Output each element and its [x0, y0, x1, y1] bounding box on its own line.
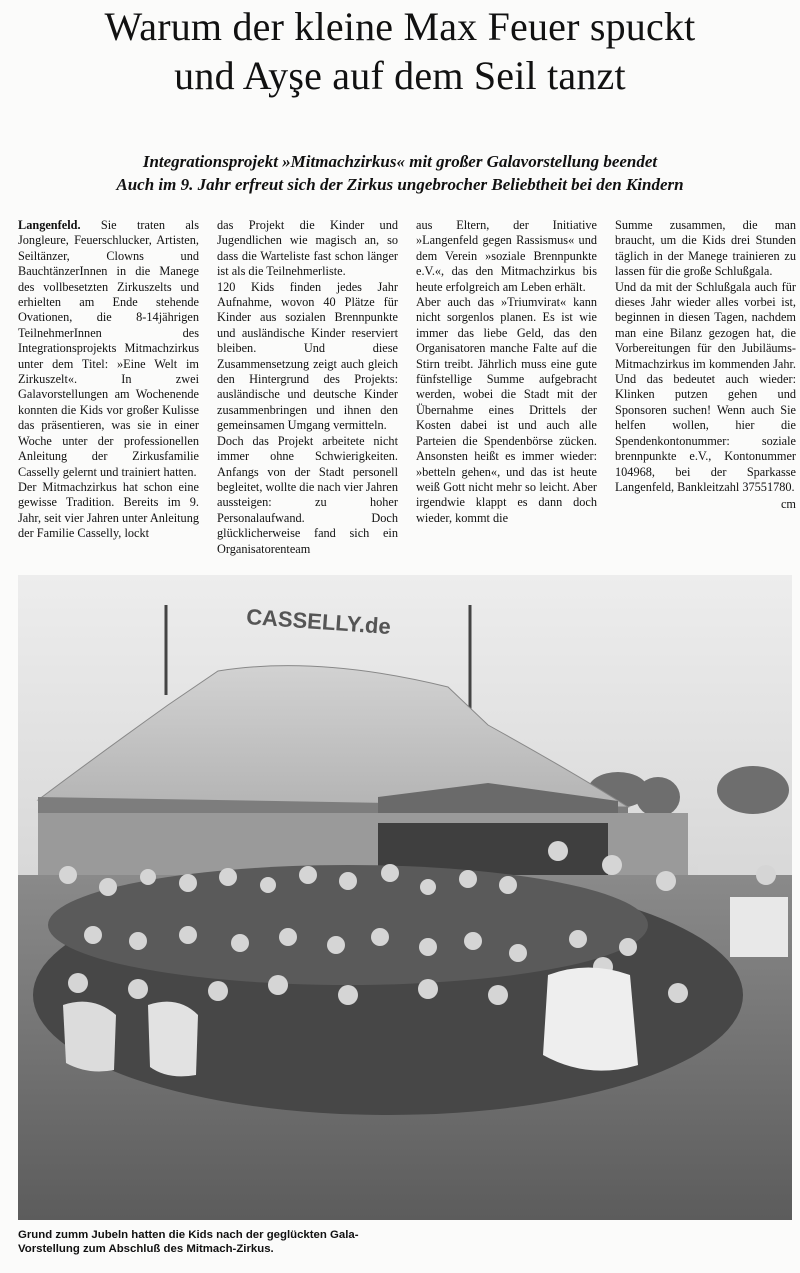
adult-white-shirt: [730, 897, 788, 957]
subtitle: [0, 150, 800, 196]
subtitle-line-2: Auch im 9. Jahr erfreut sich der Zirkus ungebrocher Beliebtheit bei den Kindern: [116, 175, 684, 194]
subtitle-line-1: Integrationsprojekt »Mitmachzirkus« mit großer Galavorstellung beendet: [142, 152, 658, 171]
group-photo: [18, 575, 792, 1220]
headline-line-2: und Ayşe auf dem Seil tanzt: [174, 53, 626, 98]
paragraph: [18, 218, 199, 480]
paragraph: aus Eltern, der Initiative »Langenfeld gegen Rassismus« und dem Verein »soziale Brennpunkte e.V.«, das den Mitmachzirkus bis heute erfolgreich am Leben erhält.: [416, 218, 597, 294]
paragraph: Summe zusammen, die man braucht, um die Kids drei Stunden täglich in der Manege trainieren zu lassen für die große Schlußgala.: [615, 218, 796, 279]
paragraph: Und da mit der Schlußgala auch für dieses Jahr wieder alles vorbei ist, beginnen in diesen Tagen, nachdem man eine Bilanz gezogen hat, die Vorbereitungen für den Jubiläums-Mitmachzirkus im kommenden Jahr. Und das bedeutet auch wieder: Klinken putzen gehen und Sponsoren suchen! Wenn auch Sie helfen wollen, hier die Spendenkontonummer: soziale brennpunkte e.V., Kontonummer 104968, bei der Sparkasse Langenfeld, Bankleitzahl 37551780.: [615, 279, 796, 494]
author-signature: cm: [780, 497, 796, 512]
paragraph: Doch das Projekt arbeitete nicht immer ohne Schwierigkeiten. Anfangs von der Stadt personell begleitet, wollte die nach vier Jahren aussteigen: zu hoher Personalaufwand. Doch glücklicherweise fand sich ein Organisatorenteam: [217, 433, 398, 556]
article-column-1: [18, 218, 199, 557]
paragraph: 120 Kids finden jedes Jahr Aufnahme, wovon 40 Plätze für Kinder aus sozialen Brennpunkte und ausländische Kinder reserviert bleiben. Und diese Zusammensetzung zeigt auch gleich den Hintergrund des Projekts: ausländische und deutsche Kinder zusammenbringen und ihnen den gemeinsamen Umgang vermitteln.: [217, 279, 398, 433]
tent-sign: CASSELLY.de: [245, 604, 392, 640]
white-costume: [148, 1002, 198, 1077]
article-column-3: [416, 218, 597, 557]
dateline: Langenfeld.: [18, 218, 81, 232]
paragraph: das Projekt die Kinder und Jugendlichen wie magisch an, so dass die Warteliste fast schon länger ist als die Teilnehmerliste.: [217, 218, 398, 279]
article-body: [18, 218, 796, 556]
paragraph: Aber auch das »Triumvirat« kann nicht sorgenlos planen. Es ist wie immer das liebe Geld, das den Organisatoren manche Falte auf die Stirn treibt. Jährlich muss eine gute fünfstellige Summe aufgebracht werden, wobei die Stadt mit der Übernahme eines Drittels der Kosten dabei ist und auch alle Parteien die Spendenbörse zücken. Ansonsten heißt es immer wieder: »betteln gehen«, und das ist heute weiß Gott nicht mehr so leicht. Aber irgendwie klappt es dann doch wieder, kommt die: [416, 295, 597, 525]
paragraph: Der Mitmachzirkus hat schon eine gewisse Tradition. Bereits im 9. Jahr, seit vier Jahren unter Anleitung der Familie Casselly, lockt: [18, 479, 199, 541]
paragraph-text: Sie traten als Jongleure, Feuerschlucker, Artisten, Seiltänzer, Clowns und BauchtänzerInnen in die Manege des vollbesetzten Zirkuszelts und erhielten am Ende stehende Ovationen, die 8-14jährigen TeilnehmerInnen des Integrationsprojekts Mitmachzirkus unter dem Titel: »Eine Welt im Zirkuszelt«. In zwei Galavorstellungen am Wochenende konnten die Kids vor großer Kulisse das präsentieren, was sie in einer Woche unter der professionellen Anleitung der Zirkusfamilie Casselly gelernt und trainiert hatten.: [18, 218, 199, 479]
photo-caption: Grund zumm Jubeln hatten die Kids nach der geglückten Gala-Vorstellung zum Abschluß des Mitmach-Zirkus.: [18, 1229, 359, 1255]
article-column-4: [615, 218, 796, 557]
white-costume: [543, 968, 638, 1071]
white-costume: [63, 1002, 116, 1072]
headline: [0, 4, 800, 99]
headline-line-1: Warum der kleine Max Feuer spuckt: [104, 4, 696, 49]
article-column-2: [217, 218, 398, 557]
